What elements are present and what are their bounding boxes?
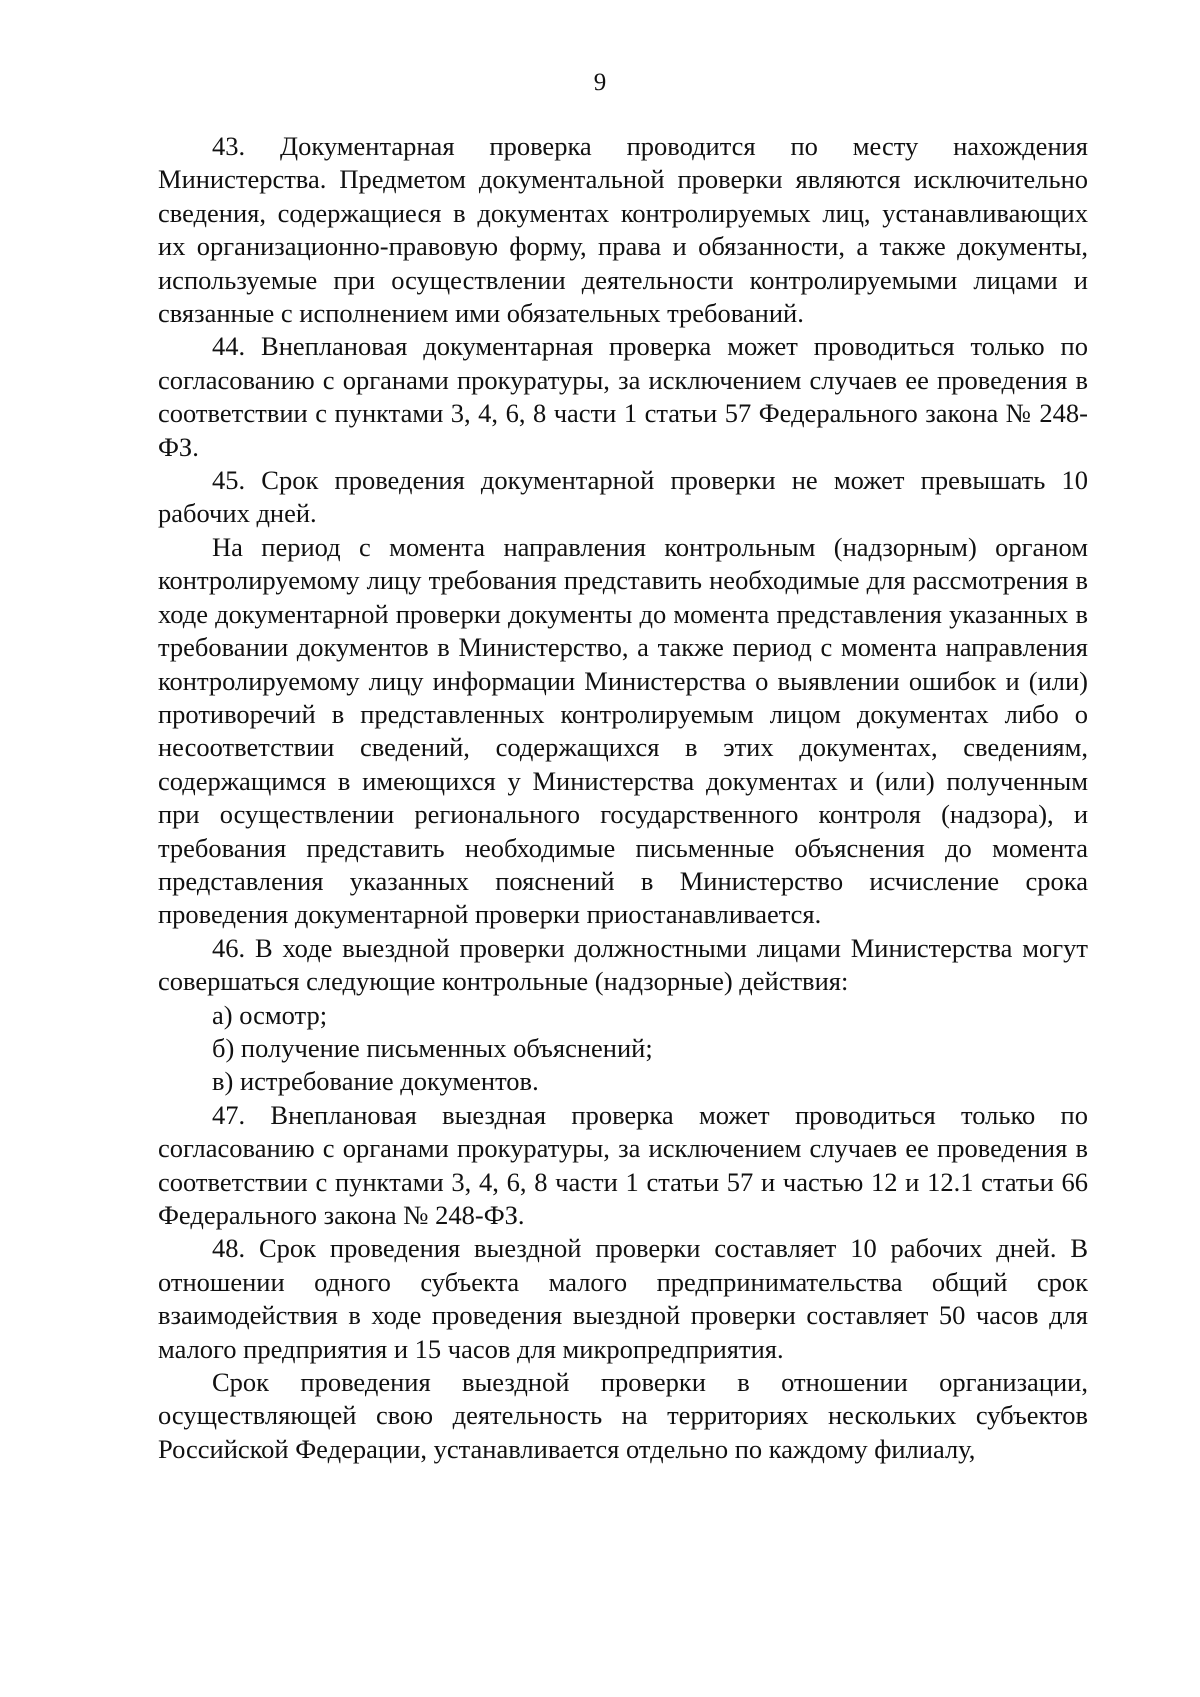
paragraph-43: 43. Документарная проверка проводится по месту нахождения Министерства. Предметом документальной проверки являются исключительно сведения, содержащиеся в документах контролируемых лиц, устанавливающих их организационно-правовую форму, права и обязанности, а также документы, используемые при осуществлении деятельности контролируемыми лицами и связанные с исполнением ими обязательных требований. <box>158 131 1088 329</box>
paragraph-45-suspension: На период с момента направления контрольным (надзорным) органом контролируемому лицу требования представить необходимые для рассмотрения в ходе документарной проверки документы до момента представления указанных в требовании документов в Министерство, а также период с момента направления контролируемому лицу информации Министерства о выявлении ошибок и (или) противоречий в представленных контролируемым лицом документах либо о несоответствии сведений, содержащихся в этих документах, сведениям, содержащимся в имеющихся у Министерства документах и (или) полученным при осуществлении регионального государственного контроля (надзора), и требования представить необходимые письменные объяснения до момента представления указанных пояснений в Министерство исчисление срока проведения документарной проверки приостанавливается. <box>158 531 1088 930</box>
paragraph-46: 46. В ходе выездной проверки должностными лицами Министерства могут совершаться следующие контрольные (надзорные) действия: <box>158 932 1088 997</box>
paragraph-48: 48. Срок проведения выездной проверки составляет 10 рабочих дней. В отношении одного субъекта малого предпринимательства общий срок взаимодействия в ходе проведения выездной проверки составляет 50 часов для малого предприятия и 15 часов для микропредприятия. <box>158 1233 1088 1364</box>
paragraph-45: 45. Срок проведения документарной проверки не может превышать 10 рабочих дней. <box>158 465 1088 529</box>
paragraph-44: 44. Внеплановая документарная проверка может проводиться только по согласованию с органами прокуратуры, за исключением случаев ее проведения в соответствии с пунктами 3, 4, 6, 8 части 1 статьи 57 Федерального закона № 248-ФЗ. <box>158 331 1088 462</box>
page-number: 9 <box>593 69 607 96</box>
paragraph-48-branches: Срок проведения выездной проверки в отношении организации, осуществляющей свою деятельность на территориях нескольких субъектов Российской Федерации, устанавливается отдельно по каждому филиалу, <box>158 1367 1088 1464</box>
document-body <box>158 130 1088 1466</box>
list-item-b: б) получение письменных объяснений; <box>212 1032 653 1063</box>
paragraph-47: 47. Внеплановая выездная проверка может проводиться только по согласованию с органами прокуратуры, за исключением случаев ее проведения в соответствии с пунктами 3, 4, 6, 8 части 1 статьи 57 и частью 12 и 12.1 статьи 66 Федерального закона № 248-ФЗ. <box>158 1099 1088 1230</box>
list-item-c: в) истребование документов. <box>212 1066 539 1097</box>
list-item-a: а) осмотр; <box>212 999 328 1030</box>
